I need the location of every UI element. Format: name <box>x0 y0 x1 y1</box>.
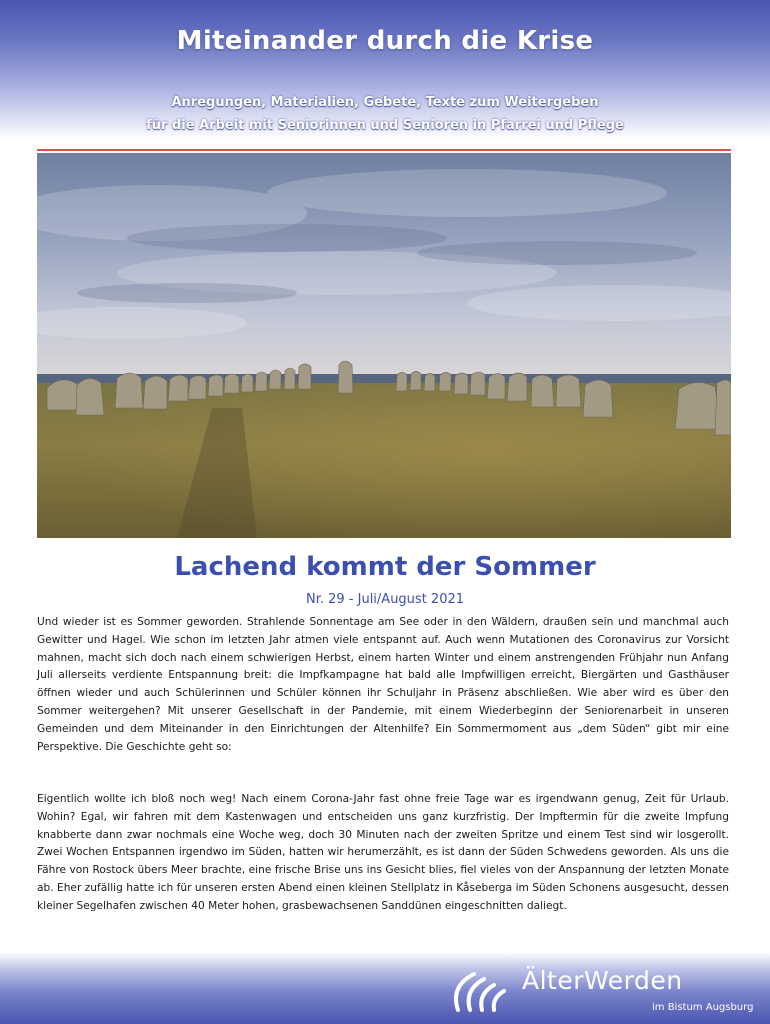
paragraph-story: Eigentlich wollte ich bloß noch weg! Nach einem Corona-Jahr fast ohne freie Tage war es irgendwann genug, Zeit für Urlaub. Wohin? Egal, wir fahren mit dem Kastenwagen und entscheiden uns ganz kurzfristig. Der Impftermin für die zweite Impfung knabberte dann zwar nochmals eine Woche weg, doch 30 Minuten nach der zweiten Spritze und einem Test sind wir losgerollt. Zwei Wochen Entspannen irgendwo im Süden, hatten wir herumerzählt, es ist dann der Süden Schwedens geworden. Als uns die Fähre von Rostock übers Meer brachte, eine frische Brise uns ins Gesicht blies, fiel vieles von der Anspannung der letzten Monate ab. Eher zufällig hatte ich für unseren ersten Abend einen kleinen Stellplatz in Kåseberga im Süden Schonens ausgesucht, dessen kleiner Segelhafen zwischen 40 Meter hohen, grasbewachsenen Sanddünen eingeschnitten daliegt. <box>37 793 729 912</box>
cover-photo <box>37 153 731 538</box>
article-headline: Lachend kommt der Sommer <box>174 552 596 582</box>
subtitle-line-2: für die Arbeit mit Seniorinnen und Senioren in Pfarrei und Pflege <box>146 118 624 133</box>
subtitle-line-1: Anregungen, Materialien, Gebete, Texte zum Weitergeben <box>171 95 599 110</box>
logo-name: ÄlterWerden <box>522 966 683 995</box>
logo-subtitle: im Bistum Augsburg <box>652 1002 754 1013</box>
paragraph-intro: Und wieder ist es Sommer geworden. Strahlende Sonnentage am See oder in den Wäldern, draußen sein und manchmal auch Gewitter und Hagel. Wie schon im letzten Jahr atmen viele entspannt auf. Auch wenn Mutationen des Coronavirus zur Vorsicht mahnen, macht sich doch nach einem schwierigen Herbst, einem harten Winter und einem anstrengenden Frühjahr nun Anfang Juli allerseits verdiente Entspannung breit: die Impfkampagne hat bald alle Impfwilligen erreicht, Biergärten und Gasthäuser öffnen wieder und auch Schülerinnen und Schüler können ihr Schuljahr in Präsenz abschließen. Wie aber wird es über den Sommer weitergehen? Mit unserer Gesellschaft in der Pandemie, mit einem Wiederbeginn der Seniorenarbeit in unseren Gemeinden und dem Miteinander in den Einrichtungen der Altenhilfe? Ein Sommermoment aus „dem Süden“ gibt mir eine Perspektive. Die Geschichte geht so: <box>37 616 729 753</box>
header-banner <box>0 0 770 140</box>
wave-arcs-icon <box>440 966 516 1016</box>
alterwerden-logo <box>440 962 754 1022</box>
page-title: Miteinander durch die Krise <box>176 26 594 56</box>
divider-rule <box>37 149 731 151</box>
issue-number: Nr. 29 - Juli/August 2021 <box>305 592 465 607</box>
stone-ship-image <box>37 153 731 538</box>
